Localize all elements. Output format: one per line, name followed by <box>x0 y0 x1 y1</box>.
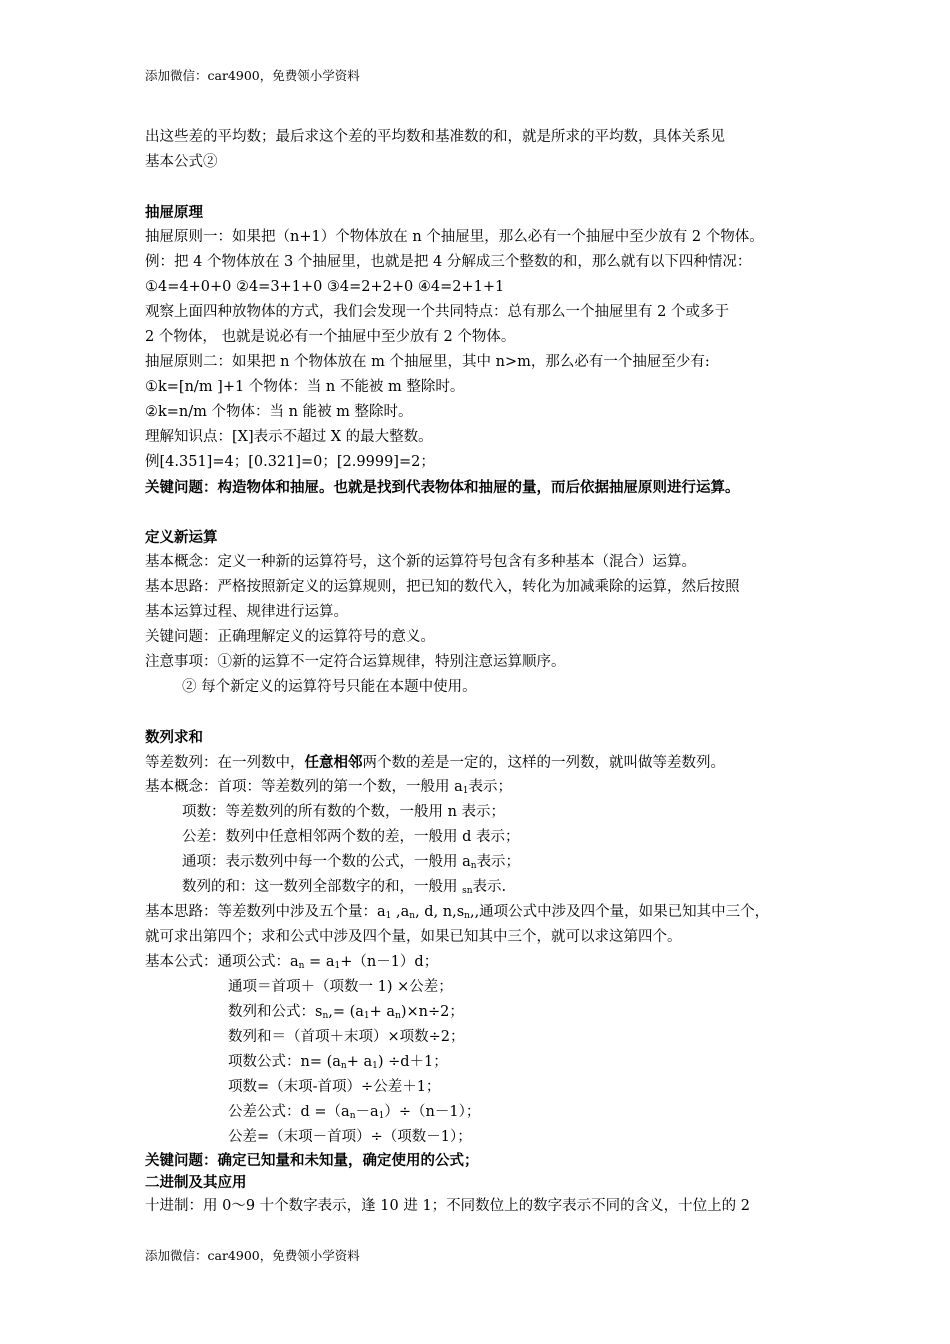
binary-line: 十进制：用 0～9 十个数字表示，逢 10 进 1；不同数位上的数字表示不同的含义，十位上的 2 <box>145 1198 751 1214</box>
series-formula: 基本公式：通项公式：$a_n = a_1+(n-1)d$； <box>145 954 439 971</box>
intro-line: 出这些差的平均数；最后求这个差的平均数和基准数的和，就是所求的平均数，具体关系见 <box>145 129 725 145</box>
newop-line: 基本运算过程、规律进行运算。 <box>145 604 348 620</box>
section-title-binary: 二进制及其应用 <box>145 1174 247 1191</box>
series-thinking: 基本思路：等差数列中涉及五个量：$a_1$ $,a_n$, d, $n,s_n$,,通项公式中涉及四个量，如果已知其中三个， <box>145 904 770 921</box>
series-definition: 等差数列：在一列数中，任意相邻两个数的差是一定的，这样的一列数，就叫做等差数列。 <box>145 754 725 771</box>
series-formula: 通项＝首项＋（项数一 1) ×公差； <box>228 979 453 995</box>
series-formula: 数列和公式：$s_n,= (a_1+ a_n)\times n\div 2$； <box>228 1004 464 1021</box>
series-concept: 数列的和：这一数列全部数字的和，一般用 $_{sn}$表示. <box>182 879 507 896</box>
drawer-line: 例：把 4 个物体放在 3 个抽屉里，也就是把 4 分解成三个整数的和，那么就有以下四种情况： <box>145 254 752 270</box>
series-formula: 项数=（末项-首项）÷公差＋1； <box>228 1079 441 1095</box>
drawer-line: 理解知识点：[X]表示不超过 X 的最大整数。 <box>145 429 433 445</box>
drawer-key-problem: 关键问题：构造物体和抽屉。也就是找到代表物体和抽屉的量，而后依据抽屉原则进行运算。 <box>145 479 740 496</box>
page-footer: 添加微信：car4900，免费领小学资料 <box>145 1248 360 1263</box>
section-title-series: 数列求和 <box>145 729 203 746</box>
document-body <box>145 125 825 1219</box>
series-concept: 项数：等差数列的所有数的个数，一般用 n 表示； <box>182 804 506 820</box>
drawer-line: ②k=n/m 个物体：当 n 能被 m 整除时。 <box>145 404 413 420</box>
drawer-line: 抽屉原则二：如果把 n 个物体放在 m 个抽屉里，其中 n>m，那么必有一个抽屉至少有: <box>145 354 710 370</box>
page-header: 添加微信：car4900，免费领小学资料 <box>145 68 360 83</box>
series-key-problem: 关键问题：确定已知量和未知量，确定使用的公式； <box>145 1152 479 1169</box>
section-title-drawer: 抽屉原理 <box>145 204 203 221</box>
section-title-new-operation: 定义新运算 <box>145 529 218 546</box>
drawer-line: ①4=4+0+0 ②4=3+1+0 ③4=2+2+0 ④4=2+1+1 <box>145 279 505 295</box>
series-formula: 公差=（末项－首项）÷（项数－1）； <box>228 1129 472 1145</box>
drawer-line: 例[4.351]=4；[0.321]=0；[2.9999]=2； <box>145 454 435 470</box>
series-concept: 公差：数列中任意相邻两个数的差，一般用 d 表示； <box>182 829 520 845</box>
series-concept: 基本概念：首项：等差数列的第一个数，一般用 $a_1$表示； <box>145 779 512 796</box>
newop-note: ② 每个新定义的运算符号只能在本题中使用。 <box>182 679 477 695</box>
drawer-line: ①k=[n/m ]+1 个物体：当 n 不能被 m 整除时。 <box>145 379 465 395</box>
intro-line: 基本公式② <box>145 154 218 170</box>
series-formula: 项数公式：$n= (a_n+ a_1) \div d+1$； <box>228 1054 448 1071</box>
newop-line: 基本思路：严格按照新定义的运算规则，把已知的数代入，转化为加减乘除的运算，然后按照 <box>145 579 740 595</box>
drawer-line: 观察上面四种放物体的方式，我们会发现一个共同特点：总有那么一个抽屉里有 2 个或多于 <box>145 304 729 320</box>
newop-line: 关键问题：正确理解定义的运算符号的意义。 <box>145 629 435 645</box>
series-formula: 公差公式：$d =(a_n-a_1)\div(n-1)$； <box>228 1104 481 1121</box>
drawer-line: 2 个物体， 也就是说必有一个抽屉中至少放有 2 个物体。 <box>145 329 516 345</box>
series-thinking: 就可求出第四个；求和公式中涉及四个量，如果已知其中三个，就可以求这第四个。 <box>145 929 682 945</box>
series-concept: 通项：表示数列中每一个数的公式，一般用 $a_n$表示； <box>182 854 521 871</box>
newop-line: 注意事项：①新的运算不一定符合运算规律，特别注意运算顺序。 <box>145 654 566 670</box>
newop-line: 基本概念：定义一种新的运算符号，这个新的运算符号包含有多种基本（混合）运算。 <box>145 554 696 570</box>
series-formula: 数列和＝（首项＋末项）×项数÷2； <box>228 1029 465 1045</box>
drawer-line: 抽屉原则一：如果把（n+1）个物体放在 n 个抽屉里，那么必有一个抽屉中至少放有 2 个物体。 <box>145 229 764 245</box>
